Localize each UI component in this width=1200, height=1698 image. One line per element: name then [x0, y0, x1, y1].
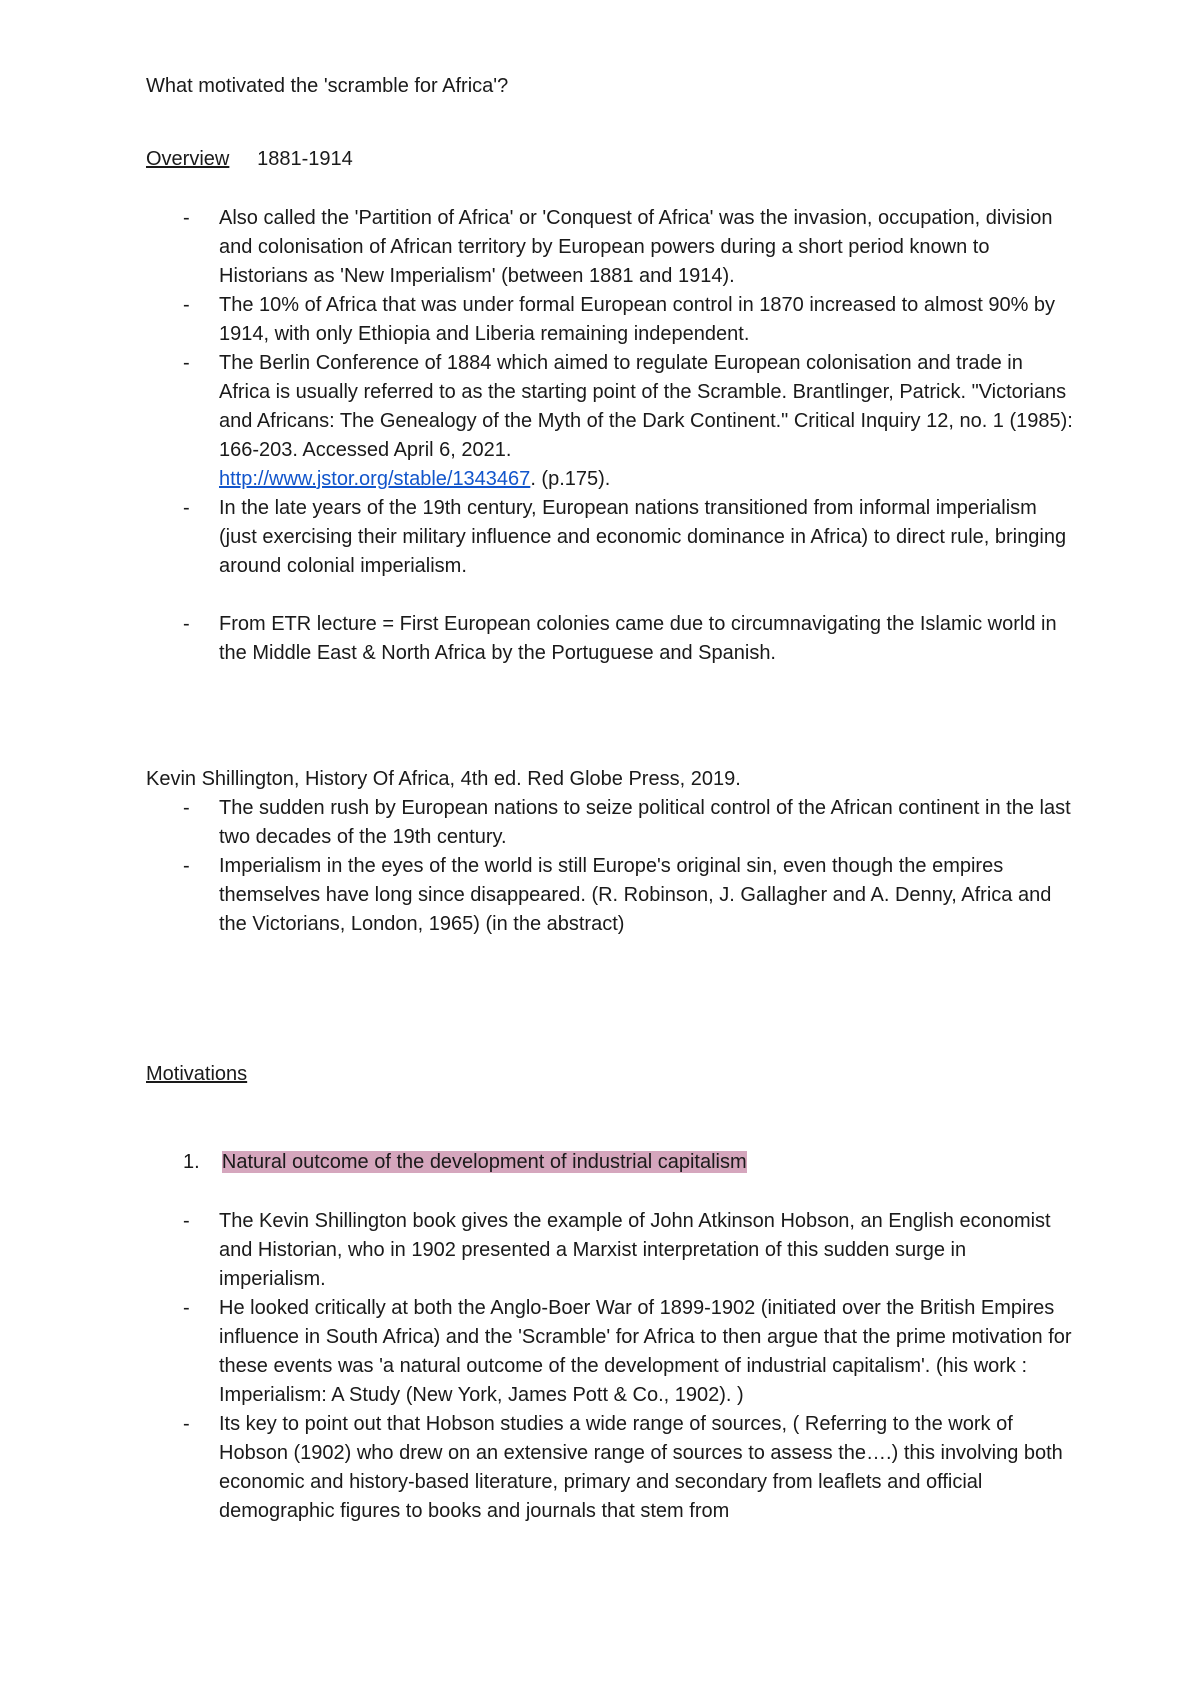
- bullet-marker: -: [183, 613, 190, 635]
- overview-heading: Overview: [146, 148, 230, 170]
- list-item: [146, 494, 1076, 581]
- list-item: [146, 349, 1076, 494]
- overview-dates: 1881-1914: [257, 148, 353, 170]
- shillington-citation: Kevin Shillington, History Of Africa, 4th ed. Red Globe Press, 2019.: [146, 768, 741, 790]
- list-item: [146, 1207, 1076, 1294]
- bullet-marker: -: [183, 294, 190, 316]
- item-number: 1.: [183, 1151, 200, 1173]
- bullet-marker: -: [183, 797, 190, 819]
- motivations-heading: Motivations: [146, 1063, 248, 1085]
- motivations-bullet-list: [146, 1207, 1076, 1526]
- list-item-text: Also called the 'Partition of Africa' or 'Conquest of Africa' was the invasion, occupation, division and colonisation of African territory by European powers during a short period known to Historians as 'New Imperialism' (between 1881 and 1914).: [219, 207, 1053, 287]
- document-title: What motivated the 'scramble for Africa'?: [146, 75, 509, 97]
- list-item: [146, 852, 1076, 939]
- list-item: [146, 610, 1076, 668]
- list-item-text: Its key to point out that Hobson studies a wide range of sources, ( Referring to the work of Hobson (1902) who drew on an extensive range of sources to assess the….) this involving both economic and history-based literature, primary and secondary from leaflets and official demographic figures to books and journals that stem from: [219, 1413, 1063, 1522]
- list-item: [146, 794, 1076, 852]
- list-item-text: From ETR lecture = First European colonies came due to circumnavigating the Islamic world in the Middle East & North Africa by the Portuguese and Spanish.: [219, 613, 1057, 664]
- link-suffix: . (p.175).: [530, 468, 611, 490]
- list-item-text: The Kevin Shillington book gives the example of John Atkinson Hobson, an English economist and Historian, who in 1902 presented a Marxist interpretation of this sudden surge in imperialism.: [219, 1210, 1051, 1290]
- bullet-marker: -: [183, 352, 190, 374]
- bullet-marker: -: [183, 855, 190, 877]
- list-item-text: In the late years of the 19th century, European nations transitioned from informal imperialism (just exercising their military influence and economic dominance in Africa) to direct rule, bringing around colonial imperialism.: [219, 497, 1067, 577]
- highlighted-motivation-title: Natural outcome of the development of industrial capitalism: [221, 1151, 747, 1173]
- list-item: [146, 1294, 1076, 1410]
- list-item: [146, 1410, 1076, 1526]
- motivation-item-1: [183, 1148, 747, 1177]
- list-spacer: [146, 581, 1076, 610]
- list-item: [146, 204, 1076, 291]
- jstor-link[interactable]: http://www.jstor.org/stable/1343467: [219, 468, 531, 490]
- overview-heading-line: [146, 145, 353, 174]
- bullet-marker: -: [183, 1210, 190, 1232]
- list-item-text: He looked critically at both the Anglo-Boer War of 1899-1902 (initiated over the British Empires influence in South Africa) and the 'Scramble' for Africa to then argue that the prime motivation for these events was 'a natural outcome of the development of industrial capitalism'. (his work : Imperialism: A Study (New York, James Pott & Co., 1902). ): [219, 1297, 1072, 1406]
- list-item: [146, 291, 1076, 349]
- list-item-text: Imperialism in the eyes of the world is still Europe's original sin, even though the empires themselves have long since disappeared. (R. Robinson, J. Gallagher and A. Denny, Africa and the Victorians, London, 1965) (in the abstract): [219, 855, 1052, 935]
- bullet-marker: -: [183, 207, 190, 229]
- list-item-text: The 10% of Africa that was under formal European control in 1870 increased to almost 90% by 1914, with only Ethiopia and Liberia remaining independent.: [219, 294, 1056, 345]
- bullet-marker: -: [183, 497, 190, 519]
- overview-bullet-list: [146, 204, 1076, 668]
- shillington-bullet-list: [146, 794, 1076, 939]
- list-item-text: The sudden rush by European nations to seize political control of the African continent in the last two decades of the 19th century.: [219, 797, 1071, 848]
- bullet-marker: -: [183, 1413, 190, 1435]
- list-item-text: The Berlin Conference of 1884 which aimed to regulate European colonisation and trade in Africa is usually referred to as the starting point of the Scramble. Brantlinger, Patrick. "Victorians and Africans: The Genealogy of the Myth of the Dark Continent." Critical Inquiry 12, no. 1 (1985): 166-203. Accessed April 6, 2021.: [219, 352, 1073, 461]
- bullet-marker: -: [183, 1297, 190, 1319]
